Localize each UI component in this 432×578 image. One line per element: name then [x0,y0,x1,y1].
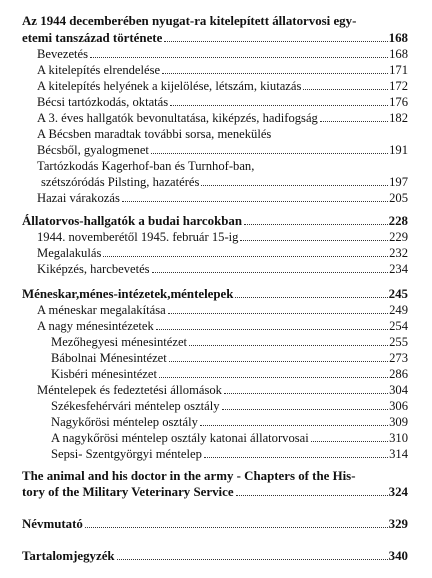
toc-entry-title: Megalakulás [37,246,102,260]
dot-leader [168,313,388,314]
dot-leader [235,297,387,298]
toc-entry [37,244,408,260]
toc-entry [51,397,408,413]
toc-page-number: 245 [388,287,408,301]
dot-leader [201,185,388,186]
toc-entry [41,173,408,189]
toc-page-number: 310 [389,431,408,445]
toc-section-heading [22,515,408,531]
toc-entry-title: Méneskar,ménes-intézetek,méntelepek [22,287,234,301]
toc-page-number: 306 [389,399,408,413]
toc-page-number: 234 [389,262,408,276]
toc-entry [37,125,271,141]
toc-entry-title: A 3. éves hallgatók bevonultatása, kiképzés, hadifogság [37,111,318,125]
toc-entry [37,317,408,333]
toc-page-number: 229 [389,230,408,244]
toc-page-number: 168 [389,47,408,61]
toc-section-heading [22,212,408,228]
toc-entry-title: Tartalomjegyzék [22,549,115,563]
toc-entry-title: Nagykőrösi méntelep osztály [51,415,198,429]
toc-page-number: 182 [389,111,408,125]
dot-leader [162,73,388,74]
toc-section-heading [22,29,408,45]
toc-entry-title: Bécsi tartózkodás, oktatás [37,95,169,109]
toc-entry-title: Mezőhegyesi ménesintézet [51,335,188,349]
dot-leader [151,153,388,154]
toc-entry-title: Bábolnai Ménesintézet [51,351,167,365]
toc-entry-title: Névmutató [22,517,83,531]
toc-entry-title: A nagykőrösi méntelep osztály katonai állatorvosai [51,431,309,445]
dot-leader [85,527,388,528]
toc-entry-title: 1944. novemberétől 1945. február 15-ig [37,230,239,244]
dot-leader [103,256,388,257]
toc-entry [37,228,408,244]
dot-leader [170,105,388,106]
toc-entry [37,77,408,93]
toc-entry [37,260,408,276]
dot-leader [303,89,388,90]
dot-leader [189,345,388,346]
dot-leader [117,559,388,560]
dot-leader [236,495,388,496]
toc-page-number: 249 [389,303,408,317]
toc-entry [37,61,408,77]
dot-leader [152,272,389,273]
toc-entry-title: Székesfehérvári méntelep osztály [51,399,220,413]
toc-entry-title: Bevezetés [37,47,89,61]
toc-page-number: 168 [388,31,408,45]
toc-page-number: 205 [389,191,408,205]
toc-entry [51,429,408,445]
toc-page-number: 172 [389,79,408,93]
toc-section-heading [22,467,356,483]
toc-section-heading [22,547,408,563]
toc-entry-title: Kiképzés, harcbevetés [37,262,150,276]
toc-entry [51,365,408,381]
toc-entry-title: szétszóródás Pilsting, hazatérés [41,175,200,189]
toc-entry-title: etemi tanszázad története [22,31,163,45]
toc-entry [51,333,408,349]
toc-entry-title: Tartózkodás Kagerhof-ban és Turnhof-ban, [37,159,255,173]
dot-leader [240,240,388,241]
dot-leader [159,377,388,378]
toc-page-number: 255 [389,335,408,349]
toc-entry [37,109,408,125]
toc-entry [37,189,408,205]
toc-entry [37,381,408,397]
dot-leader [204,457,388,458]
toc-entry [37,93,408,109]
toc-entry-title: A Bécsben maradtak további sorsa, menekülés [37,127,272,141]
toc-page-number: 309 [389,415,408,429]
toc-page-number: 228 [388,214,408,228]
toc-entry-title: Bécsből, gyalogmenet [37,143,149,157]
toc-entry-title: A nagy ménesintézetek [37,319,154,333]
dot-leader [164,41,387,42]
toc-entry-title: Sepsi- Szentgyörgyi méntelep [51,447,202,461]
toc-page-number: 232 [389,246,408,260]
toc-entry [37,301,408,317]
dot-leader [169,361,388,362]
toc-entry [37,157,254,173]
toc-page-number: 171 [389,63,408,77]
dot-leader [311,441,388,442]
toc-page-number: 329 [388,517,408,531]
toc-entry [37,141,408,157]
toc-entry [37,45,408,61]
dot-leader [122,201,388,202]
dot-leader [90,57,388,58]
toc-entry-title: Méntelepek és fedeztetési állomások [37,383,222,397]
toc-entry-title: Állatorvos-hallgatók a budai harcokban [22,214,243,228]
dot-leader [156,329,388,330]
toc-entry-title: A méneskar megalakítása [37,303,166,317]
toc-entry [51,349,408,365]
toc-entry [51,413,408,429]
toc-entry-title: A kitelepítés elrendelése [37,63,161,77]
toc-entry [51,445,408,461]
toc-entry-title: A kitelepítés helyének a kijelölése, létszám, kiutazás [37,79,302,93]
toc-page-number: 191 [389,143,408,157]
toc-page-number: 324 [388,485,408,499]
toc-entry-title: The animal and his doctor in the army - Chapters of the His- [22,469,356,483]
toc-section-heading [22,12,356,28]
toc-page-number: 304 [389,383,408,397]
toc-page-number: 314 [389,447,408,461]
toc-page-number: 273 [389,351,408,365]
toc-entry-title: tory of the Military Veterinary Service [22,485,234,499]
toc-page-number: 286 [389,367,408,381]
toc-page-number: 197 [389,175,408,189]
toc-section-heading [22,483,408,499]
toc-page-number: 254 [389,319,408,333]
dot-leader [224,393,388,394]
toc-section-heading [22,285,408,301]
dot-leader [200,425,388,426]
toc-page-number: 340 [388,549,408,563]
dot-leader [222,409,389,410]
toc-entry-title: Kisbéri ménesintézet [51,367,157,381]
dot-leader [320,121,388,122]
toc-page-number: 176 [389,95,408,109]
dot-leader [244,224,388,225]
toc-entry-title: Hazai várakozás [37,191,120,205]
toc-entry-title: Az 1944 decemberében nyugat-ra kitelepített állatorvosi egy- [22,14,357,28]
